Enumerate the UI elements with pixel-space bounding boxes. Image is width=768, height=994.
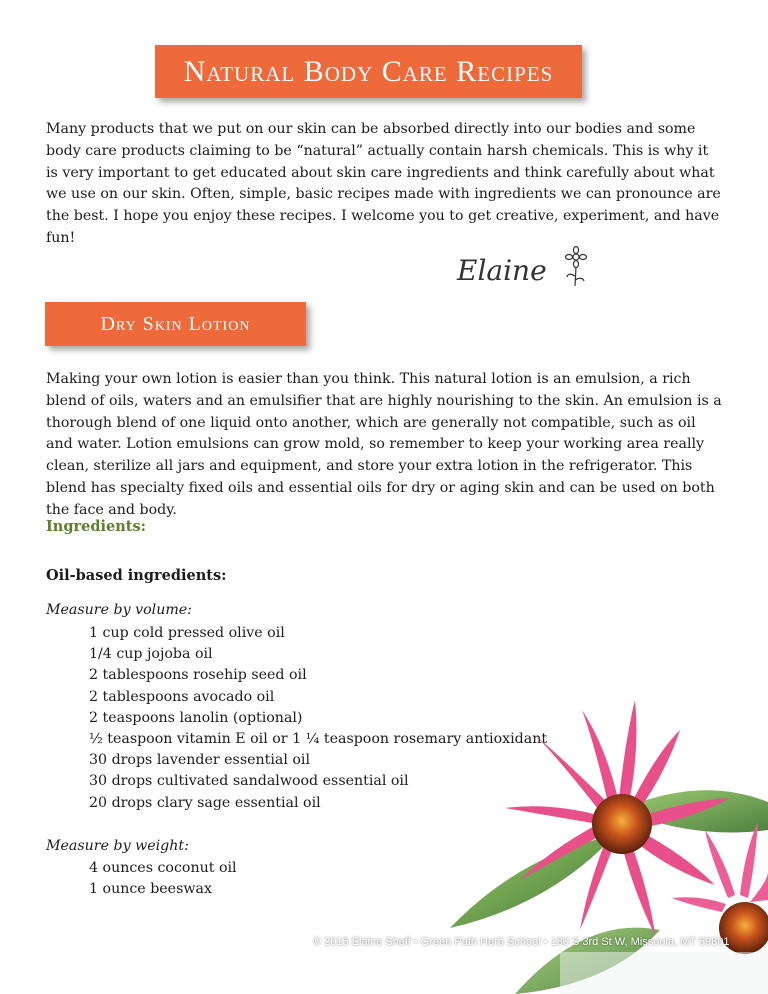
footer-copyright: © 2015 Elaine Sheff • Green Path Herb School • 180 S 3rd St W, Missoula, MT 59801 <box>313 936 730 948</box>
list-item: 4 ounces coconut oil <box>89 860 237 876</box>
daisy-sketch-icon <box>566 247 587 287</box>
measure-by-weight-label: Measure by weight: <box>46 838 189 854</box>
volume-ingredients-list <box>89 623 547 814</box>
ingredients-heading: Ingredients: <box>46 518 146 535</box>
list-item: 1 ounce beeswax <box>89 881 212 898</box>
intro-paragraph: Many products that we put on our skin can be absorbed directly into our bodies and some body care products claiming to be “natural” actually contain harsh chemicals. This is why it is very important to get educated about skin care ingredients and think carefully about what we use on our skin. Often, simple, basic recipes made with ingredients we can pronounce are the best. I hope you enjoy these recipes. I welcome you to get creative, experiment, and have fun! <box>46 121 721 246</box>
list-item: 20 drops clary sage essential oil <box>89 794 321 811</box>
list-item: ½ teaspoon vitamin E oil or 1 ¼ teaspoon rosemary antioxidant <box>89 731 548 748</box>
list-item: 2 teaspoons lanolin (optional) <box>89 709 303 726</box>
list-item: 2 tablespoons rosehip seed oil <box>89 667 307 684</box>
list-item: 2 tablespoons avocado oil <box>89 688 275 705</box>
list-item: 30 drops cultivated sandalwood essential oil <box>89 773 409 790</box>
oil-ingredients-heading: Oil-based ingredients: <box>46 567 227 584</box>
signature-text: Elaine <box>457 254 547 287</box>
list-item: 1/4 cup jojoba oil <box>89 646 213 663</box>
lotion-description: Making your own lotion is easier than you think. This natural lotion is an emulsion, a rich blend of oils, waters and an emulsifier that are highly nourishing to the skin. An emulsion is a thorough blend of one liquid onto another, which are generally not compatible, such as oil and water. Lotion emulsions can grow mold, so remember to keep your working area really clean, sterilize all jars and equipment, and store your extra lotion in the refrigerator. This blend has specialty fixed oils and essential oils for dry or aging skin and can be used on both the face and body. <box>46 371 722 518</box>
page-title-banner <box>155 45 582 98</box>
measure-by-volume-label: Measure by volume: <box>46 602 192 618</box>
weight-ingredients-list <box>89 858 237 900</box>
page-title: Natural Body Care Recipes <box>183 55 554 88</box>
section-title-banner <box>45 302 306 346</box>
signature <box>455 246 605 298</box>
list-item: 1 cup cold pressed olive oil <box>89 625 285 641</box>
section-title: Dry Skin Lotion <box>100 313 251 335</box>
list-item: 30 drops lavender essential oil <box>89 752 311 769</box>
signature-graphic <box>455 246 605 294</box>
